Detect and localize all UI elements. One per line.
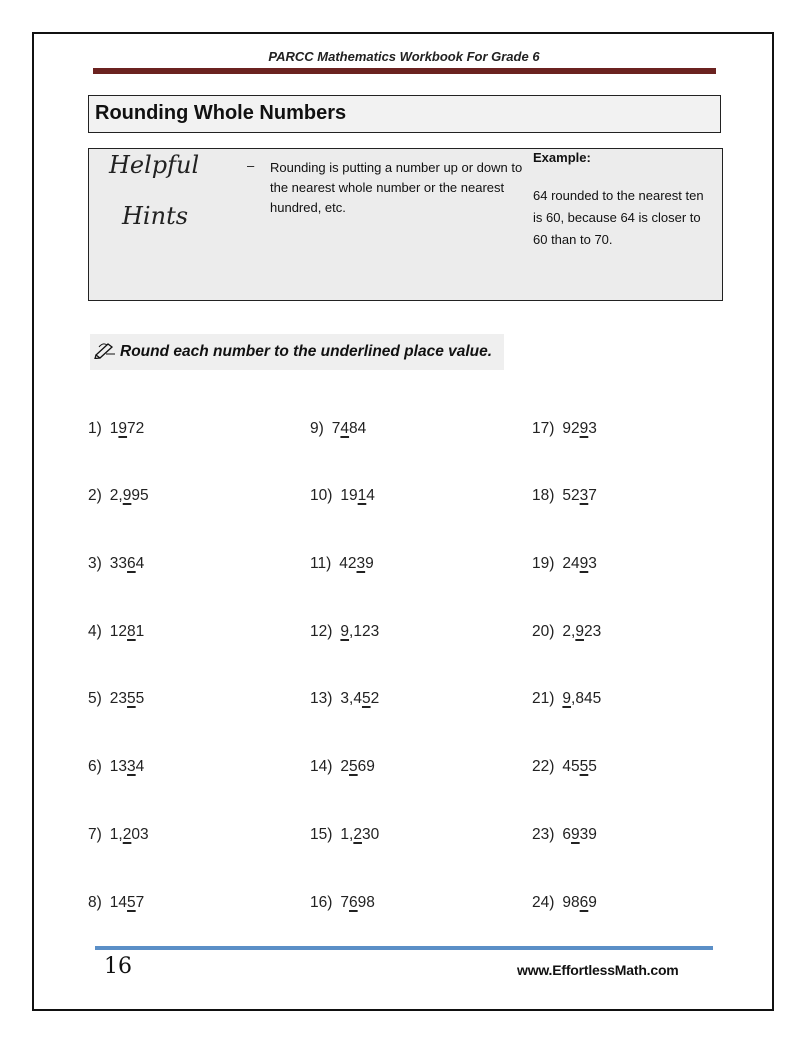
- underlined-digit: 2: [353, 826, 362, 843]
- underlined-digit: 9: [571, 826, 580, 843]
- problem-label: 15): [310, 826, 333, 843]
- number-part: 4: [366, 487, 375, 504]
- underlined-digit: 5: [127, 690, 136, 707]
- problem-label: 19): [532, 555, 555, 572]
- problem-item: [310, 826, 379, 844]
- number-part: 5: [135, 690, 145, 707]
- problem-item: [310, 690, 379, 708]
- number-part: 1,: [340, 826, 354, 843]
- problem-item: [532, 826, 597, 844]
- underlined-digit: 4: [340, 420, 350, 437]
- problem-number: [340, 894, 375, 912]
- problem-number: [562, 420, 597, 438]
- problem-label: 5): [88, 690, 102, 707]
- helpful-hints-box: [88, 148, 723, 301]
- problem-item: [88, 487, 149, 505]
- problem-label: 16): [310, 894, 333, 911]
- problem-item: [88, 758, 144, 776]
- problem-number: [110, 758, 145, 776]
- problem-number: [340, 690, 379, 708]
- number-part: 42: [339, 555, 357, 572]
- underlined-digit: 2: [122, 826, 132, 843]
- instruction-bar: [90, 334, 504, 370]
- footer-rule: [95, 946, 713, 950]
- problem-label: 11): [310, 555, 332, 572]
- problem-label: 10): [310, 487, 333, 504]
- number-part: 1: [135, 623, 145, 640]
- underlined-digit: 5: [349, 758, 358, 775]
- example-text: 64 rounded to the nearest ten is 60, because 64 is closer to 60 than to 70.: [533, 188, 704, 247]
- number-part: 98: [562, 894, 580, 911]
- underlined-digit: 3: [356, 555, 366, 572]
- number-part: 3: [588, 555, 597, 572]
- problem-label: 4): [88, 623, 102, 640]
- number-part: 03: [131, 826, 149, 843]
- page-number: 16: [104, 954, 132, 979]
- problem-number: [562, 555, 597, 573]
- problem-item: [88, 555, 144, 573]
- problem-label: 24): [532, 894, 555, 911]
- underlined-digit: 6: [127, 555, 136, 572]
- problem-number: [562, 826, 597, 844]
- problem-item: [532, 894, 597, 912]
- problem-number: [110, 487, 149, 505]
- problem-label: 18): [532, 487, 555, 504]
- number-part: 39: [579, 826, 597, 843]
- problem-label: 8): [88, 894, 102, 911]
- problem-number: [340, 826, 379, 844]
- problem-item: [88, 690, 144, 708]
- problem-number: [562, 690, 601, 708]
- number-part: 52: [562, 487, 580, 504]
- number-part: 7: [588, 487, 597, 504]
- hint-dash: –: [247, 158, 255, 173]
- problem-label: 17): [532, 420, 555, 437]
- problem-item: [532, 420, 597, 438]
- problem-item: [88, 826, 149, 844]
- problem-item: [88, 894, 144, 912]
- problem-label: 21): [532, 690, 555, 707]
- problem-number: [110, 623, 145, 641]
- problem-number: [562, 623, 601, 641]
- problem-label: 3): [88, 555, 102, 572]
- number-part: 72: [127, 420, 145, 437]
- underlined-digit: 9: [579, 420, 589, 437]
- problem-item: [310, 623, 379, 641]
- underlined-digit: 6: [349, 894, 358, 911]
- number-part: 98: [357, 894, 375, 911]
- underlined-digit: 9: [579, 555, 589, 572]
- number-part: 1,: [109, 826, 123, 843]
- number-part: 9: [588, 894, 597, 911]
- number-part: 24: [562, 555, 580, 572]
- problem-item: [310, 758, 375, 776]
- number-part: 2: [340, 758, 350, 775]
- problem-label: 23): [532, 826, 555, 843]
- underlined-digit: 1: [357, 487, 367, 504]
- number-part: 19: [340, 487, 358, 504]
- problem-item: [88, 420, 144, 438]
- hint-text: Rounding is putting a number up or down to the nearest whole number or the nearest hundred, etc.: [270, 160, 523, 215]
- underlined-digit: 9: [575, 623, 584, 640]
- problem-number: [339, 555, 374, 573]
- problem-number: [110, 826, 149, 844]
- number-part: ,845: [571, 690, 602, 707]
- section-title: Rounding Whole Numbers: [88, 95, 721, 133]
- hints-word-helpful: Helpful: [109, 151, 200, 179]
- number-part: 84: [349, 420, 367, 437]
- problem-number: [340, 487, 375, 505]
- site-url: www.EffortlessMath.com: [517, 962, 679, 978]
- number-part: 7: [340, 894, 350, 911]
- problem-label: 6): [88, 758, 102, 775]
- number-part: 1: [109, 420, 119, 437]
- number-part: 33: [109, 555, 128, 572]
- underlined-digit: 9: [122, 487, 132, 504]
- underlined-digit: 5: [361, 690, 371, 707]
- number-part: 4: [135, 555, 145, 572]
- underlined-digit: 9: [118, 420, 128, 437]
- number-part: 2: [370, 690, 380, 707]
- number-part: 23: [583, 623, 602, 640]
- number-part: 5: [588, 758, 597, 775]
- number-part: 23: [109, 690, 128, 707]
- underlined-digit: 9: [562, 690, 572, 707]
- problem-label: 7): [88, 826, 102, 843]
- problem-item: [532, 758, 597, 776]
- underlined-digit: 6: [579, 894, 589, 911]
- header-title: PARCC Mathematics Workbook For Grade 6: [268, 49, 540, 64]
- number-part: 30: [361, 826, 380, 843]
- problem-number: [340, 758, 375, 776]
- underlined-digit: 5: [579, 758, 589, 775]
- problem-item: [310, 894, 375, 912]
- number-part: 9: [365, 555, 374, 572]
- hints-word-hints: Hints: [122, 202, 189, 230]
- problem-number: [110, 894, 145, 912]
- example-label: Example:: [533, 150, 591, 165]
- problem-item: [532, 487, 597, 505]
- problem-number: [562, 487, 597, 505]
- problem-item: [310, 420, 366, 438]
- number-part: 45: [562, 758, 580, 775]
- problem-number: [562, 894, 597, 912]
- number-part: 2,: [562, 623, 576, 640]
- number-part: 69: [357, 758, 375, 775]
- underlined-digit: 8: [127, 623, 136, 640]
- problem-number: [562, 758, 597, 776]
- pencil-icon: [94, 341, 116, 364]
- number-part: 4: [135, 758, 145, 775]
- problem-number: [110, 690, 145, 708]
- number-part: 14: [109, 894, 128, 911]
- problem-item: [88, 623, 144, 641]
- problem-item: [532, 555, 597, 573]
- header-rule: [93, 68, 716, 74]
- number-part: 2,: [109, 487, 123, 504]
- problem-label: 9): [310, 420, 324, 437]
- problem-label: 20): [532, 623, 555, 640]
- problem-number: [332, 420, 367, 438]
- problem-number: [110, 420, 145, 438]
- problem-label: 12): [310, 623, 333, 640]
- number-part: 7: [331, 420, 341, 437]
- underlined-digit: 3: [579, 487, 589, 504]
- problem-number: [110, 555, 145, 573]
- problem-label: 14): [310, 758, 333, 775]
- problem-item: [310, 555, 374, 573]
- problem-label: 13): [310, 690, 333, 707]
- number-part: 6: [562, 826, 572, 843]
- number-part: 92: [562, 420, 580, 437]
- number-part: 13: [109, 758, 128, 775]
- number-part: 7: [135, 894, 145, 911]
- problem-label: 2): [88, 487, 102, 504]
- problem-label: 22): [532, 758, 555, 775]
- underlined-digit: 3: [127, 758, 136, 775]
- number-part: 95: [131, 487, 149, 504]
- number-part: ,123: [349, 623, 380, 640]
- problem-label: 1): [88, 420, 102, 437]
- instruction-text: Round each number to the underlined place value.: [120, 343, 493, 360]
- number-part: 12: [109, 623, 128, 640]
- problem-number: [340, 623, 379, 641]
- number-part: 3: [588, 420, 597, 437]
- underlined-digit: 9: [340, 623, 350, 640]
- problem-item: [532, 690, 601, 708]
- underlined-digit: 5: [127, 894, 136, 911]
- problem-item: [532, 623, 601, 641]
- problem-item: [310, 487, 375, 505]
- number-part: 3,4: [340, 690, 362, 707]
